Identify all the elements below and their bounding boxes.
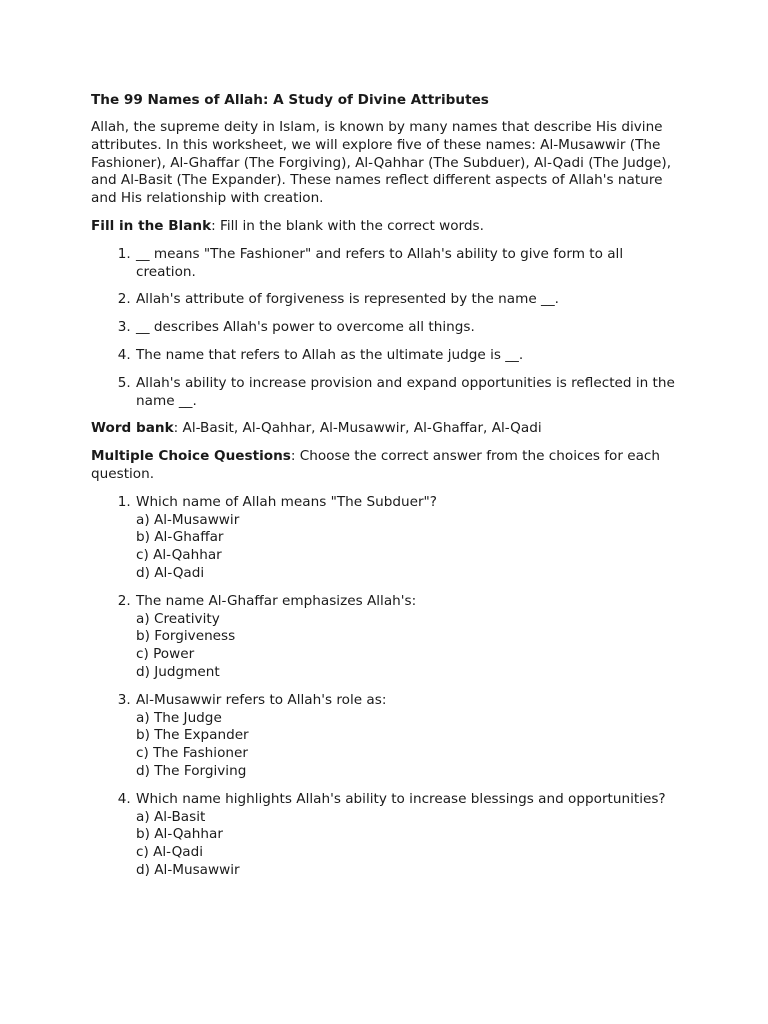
mc-choice: b) Al-Qahhar bbox=[136, 826, 223, 843]
multiple-choice-list bbox=[91, 494, 681, 880]
mc-choice: d) Al-Qadi bbox=[136, 564, 205, 581]
fill-blank-list bbox=[91, 246, 681, 411]
mc-choice: c) Al-Qahhar bbox=[136, 547, 222, 564]
mc-choice: d) Al-Musawwir bbox=[136, 861, 240, 878]
multiple-choice-instruction: : Choose the correct answer from the choices for each question. bbox=[91, 448, 661, 482]
multiple-choice-header bbox=[91, 448, 681, 484]
mc-choice: d) The Forgiving bbox=[136, 762, 247, 779]
mc-choice: c) The Fashioner bbox=[136, 745, 248, 762]
fill-blank-heading: Fill in the Blank bbox=[91, 217, 212, 234]
word-bank-words: : Al-Basit, Al-Qahhar, Al-Musawwir, Al-Ghaffar, Al-Qadi bbox=[173, 420, 542, 437]
mc-choice: d) Judgment bbox=[136, 663, 220, 680]
fill-blank-item: 3. __ describes Allah's power to overcome all things. bbox=[135, 319, 681, 337]
mc-question-text: 2. The name Al-Ghaffar emphasizes Allah's: bbox=[136, 592, 417, 609]
mc-choice: b) The Expander bbox=[136, 727, 249, 744]
mc-choice: c) Al-Qadi bbox=[136, 844, 204, 861]
mc-choice: a) Al-Basit bbox=[136, 808, 206, 825]
fill-blank-item: 5. Allah's ability to increase provision and expand opportunities is reflected in the name __. bbox=[135, 375, 681, 411]
mc-question bbox=[135, 692, 681, 781]
document-body bbox=[91, 90, 681, 890]
word-bank-heading: Word bank bbox=[91, 420, 174, 437]
mc-question-text: 3. Al-Musawwir refers to Allah's role as: bbox=[136, 691, 387, 708]
fill-blank-header bbox=[91, 218, 681, 236]
mc-question bbox=[135, 494, 681, 583]
mc-question-text: 1. Which name of Allah means "The Subduer"? bbox=[136, 493, 438, 510]
mc-choice: b) Forgiveness bbox=[136, 628, 236, 645]
mc-question-text: 4. Which name highlights Allah's ability to increase blessings and opportunities? bbox=[136, 790, 666, 807]
document-title: The 99 Names of Allah: A Study of Divine Attributes bbox=[91, 92, 489, 108]
mc-choice: a) The Judge bbox=[136, 709, 222, 726]
fill-blank-item: 1. __ means "The Fashioner" and refers to Allah's ability to give form to all creation. bbox=[135, 246, 681, 282]
mc-choice: c) Power bbox=[136, 646, 195, 663]
mc-question bbox=[135, 791, 681, 880]
word-bank bbox=[91, 420, 681, 438]
mc-question bbox=[135, 593, 681, 682]
mc-choice: a) Al-Musawwir bbox=[136, 511, 240, 528]
fill-blank-item: 4. The name that refers to Allah as the ultimate judge is __. bbox=[135, 347, 681, 365]
fill-blank-item: 2. Allah's attribute of forgiveness is represented by the name __. bbox=[135, 291, 681, 309]
fill-blank-instruction: : Fill in the blank with the correct words. bbox=[211, 217, 484, 234]
mc-choice: a) Creativity bbox=[136, 610, 220, 627]
multiple-choice-heading: Multiple Choice Questions bbox=[91, 448, 291, 465]
intro-paragraph: Allah, the supreme deity in Islam, is known by many names that describe His divine attributes. In this worksheet, we will explore five of these names: Al-Musawwir (The Fashioner), Al-Ghaffar (The Forgiving), Al-Qahhar (The Subduer), Al-Qadi (The Judge), and Al-Basit (The Expander). These names reflect different aspects of Allah's nature and His relationship with creation. bbox=[91, 119, 672, 207]
mc-choice: b) Al-Ghaffar bbox=[136, 529, 224, 546]
